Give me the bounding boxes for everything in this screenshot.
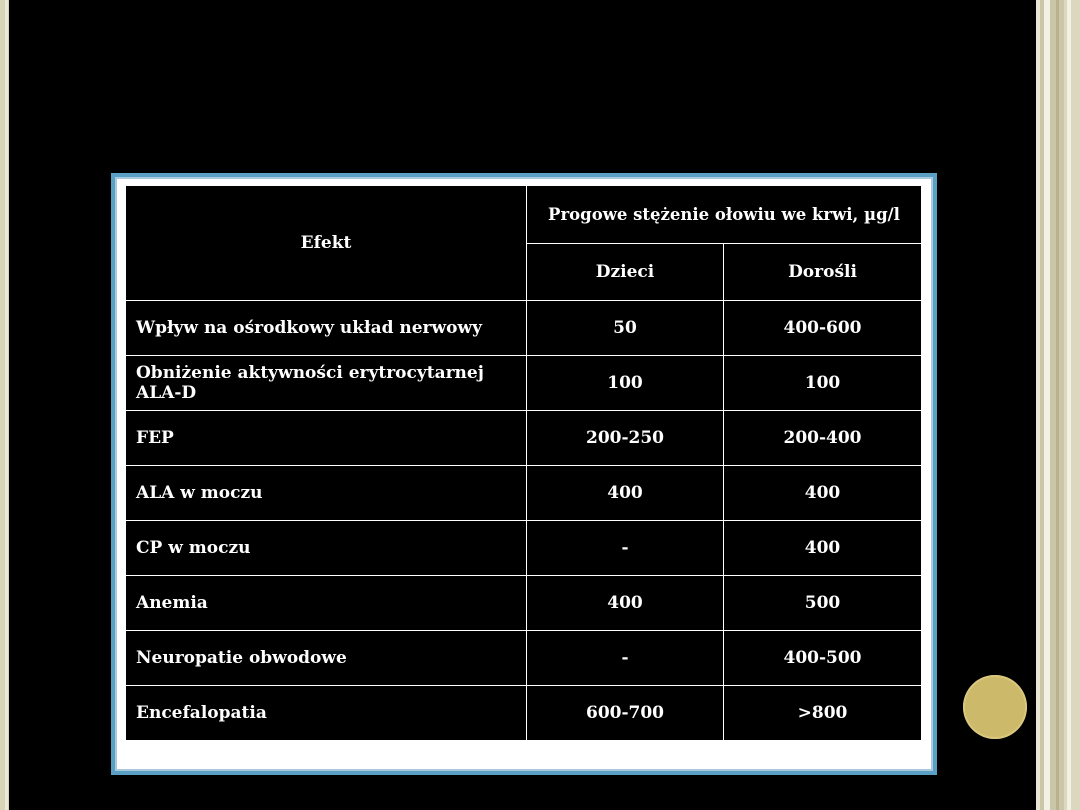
cell-children: 100 bbox=[527, 356, 724, 411]
table-image-frame bbox=[111, 173, 937, 775]
table-row bbox=[126, 411, 922, 466]
cell-children: 400 bbox=[527, 576, 724, 631]
cell-children: 50 bbox=[527, 301, 724, 356]
cell-adults: 400-500 bbox=[724, 631, 922, 686]
cell-adults: 500 bbox=[724, 576, 922, 631]
table-row bbox=[126, 466, 922, 521]
decorative-circle bbox=[963, 675, 1027, 739]
cell-effect: Neuropatie obwodowe bbox=[126, 631, 527, 686]
cell-children: 600-700 bbox=[527, 686, 724, 741]
table-row bbox=[126, 686, 922, 741]
cell-effect: CP w moczu bbox=[126, 521, 527, 576]
table-row bbox=[126, 521, 922, 576]
header-effect: Efekt bbox=[126, 186, 527, 301]
cell-effect: Encefalopatia bbox=[126, 686, 527, 741]
slide-right-border bbox=[1036, 0, 1080, 810]
header-threshold: Progowe stężenie ołowiu we krwi, µg/l bbox=[527, 186, 922, 244]
cell-children: - bbox=[527, 631, 724, 686]
cell-adults: >800 bbox=[724, 686, 922, 741]
lead-threshold-table bbox=[125, 185, 922, 741]
cell-effect: ALA w moczu bbox=[126, 466, 527, 521]
cell-effect: Obniżenie aktywności erytrocytarnej ALA-D bbox=[126, 356, 527, 411]
cell-effect: Wpływ na ośrodkowy układ nerwowy bbox=[126, 301, 527, 356]
table-header-row bbox=[126, 186, 922, 244]
table-row bbox=[126, 576, 922, 631]
cell-adults: 400 bbox=[724, 521, 922, 576]
cell-children: 200-250 bbox=[527, 411, 724, 466]
cell-adults: 200-400 bbox=[724, 411, 922, 466]
cell-effect: FEP bbox=[126, 411, 527, 466]
cell-adults: 100 bbox=[724, 356, 922, 411]
table-row bbox=[126, 356, 922, 411]
cell-children: - bbox=[527, 521, 724, 576]
table-row bbox=[126, 631, 922, 686]
cell-effect: Anemia bbox=[126, 576, 527, 631]
header-adults: Dorośli bbox=[724, 244, 922, 301]
header-children: Dzieci bbox=[527, 244, 724, 301]
cell-children: 400 bbox=[527, 466, 724, 521]
table-row bbox=[126, 301, 922, 356]
cell-adults: 400-600 bbox=[724, 301, 922, 356]
slide-left-border bbox=[0, 0, 9, 810]
cell-adults: 400 bbox=[724, 466, 922, 521]
